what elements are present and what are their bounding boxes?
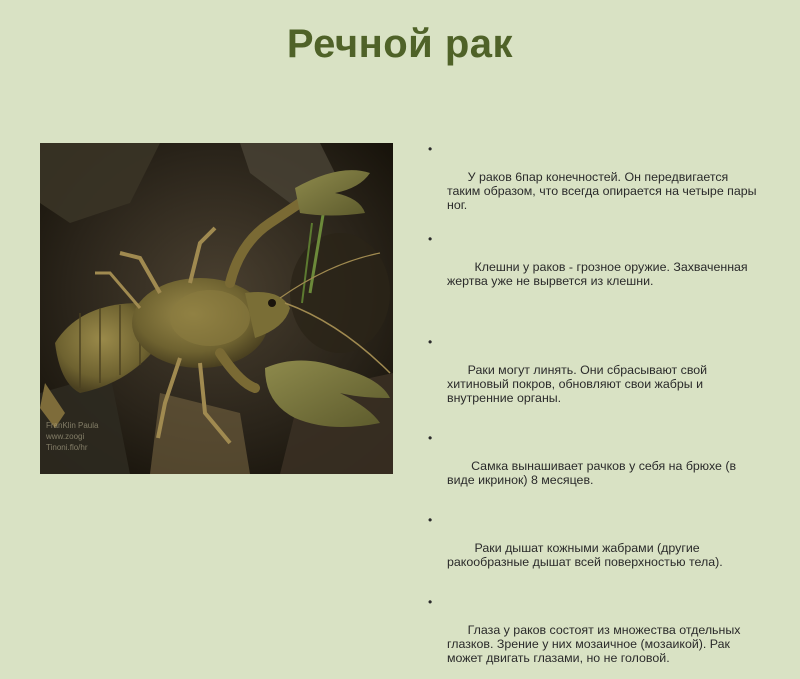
bullet-item xyxy=(428,335,763,419)
bullet-icon: • xyxy=(428,431,433,445)
svg-text:Tinoni.flo/hr: Tinoni.flo/hr xyxy=(46,443,88,452)
bullet-text: Раки дышат кожными жабрами (другие ракообразные дышат всей поверхностью тела). xyxy=(447,541,723,569)
bullet-text: Глаза у раков состоят из множества отдельных глазков. Зрение у них мозаичное (мозаикой). Рак может двигать глазами, но не головой. xyxy=(447,623,744,665)
crayfish-photo xyxy=(40,143,393,474)
bullet-text: Клешни у раков - грозное оружие. Захваченная жертва уже не вырвется из клешни. xyxy=(447,260,752,288)
bullet-text: У раков 6пар конечностей. Он передвигается таким образом, что всегда опирается на четыре пары ног. xyxy=(447,170,761,212)
bullet-icon: • xyxy=(428,595,433,609)
bullet-item xyxy=(428,232,763,302)
bullet-item xyxy=(428,142,763,226)
svg-text:www.zoogi: www.zoogi xyxy=(46,432,85,441)
slide-title: Речной рак xyxy=(286,22,514,66)
svg-text:FranKlin Paula: FranKlin Paula xyxy=(46,421,99,430)
bullet-list xyxy=(428,142,763,679)
bullet-text: Раки могут линять. Они сбрасывают свой хитиновый покров, обновляют свои жабры и внутренние органы. xyxy=(447,363,711,405)
bullet-item xyxy=(428,431,763,501)
bullet-icon: • xyxy=(428,513,433,527)
bullet-item xyxy=(428,513,763,583)
bullet-text: Самка вынашивает рачков у себя на брюхе (в виде икринок) 8 месяцев. xyxy=(447,459,740,487)
bullet-icon: • xyxy=(428,335,433,349)
bullet-icon: • xyxy=(428,142,433,156)
bullet-item xyxy=(428,595,763,679)
bullet-icon: • xyxy=(428,232,433,246)
